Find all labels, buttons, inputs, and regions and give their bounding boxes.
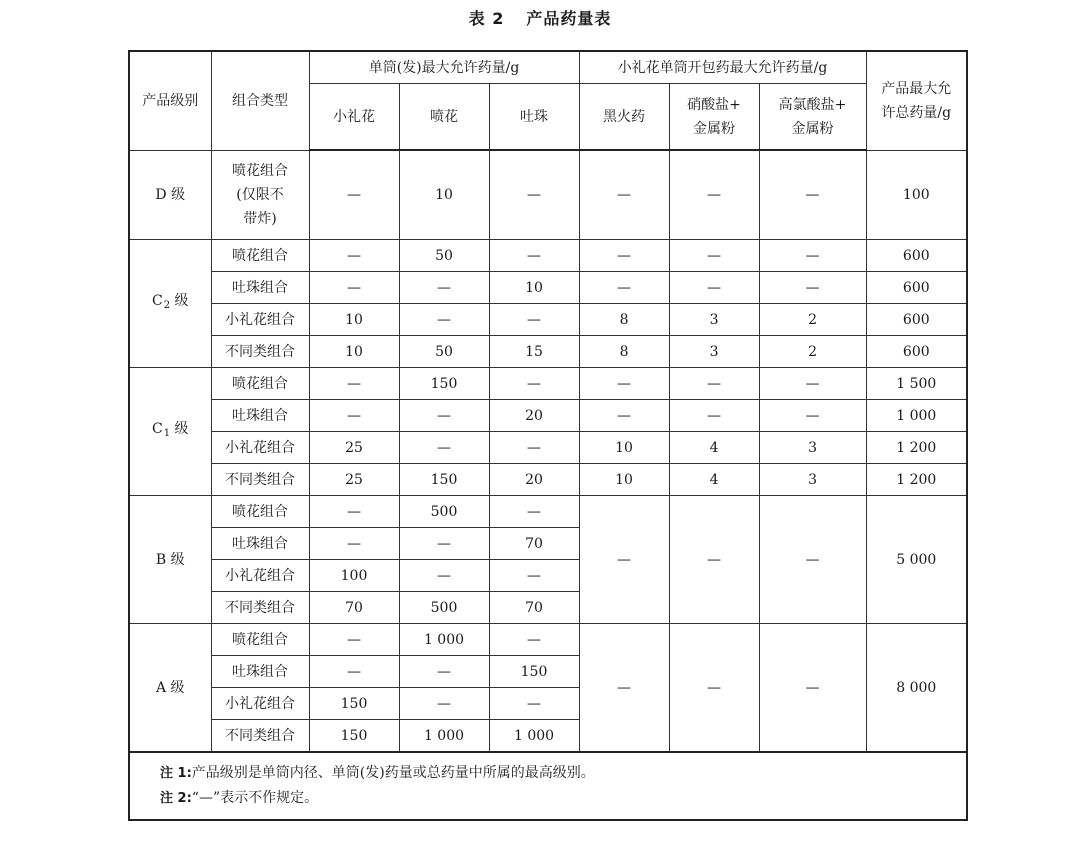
value-cell: 70 [489,592,579,624]
value-cell: 3 [669,336,759,368]
combo-cell: 喷花组合 [211,368,309,400]
value-cell: — [759,240,866,272]
value-cell: 20 [489,400,579,432]
level-cell: D 级 [129,150,211,240]
table-row [129,272,967,304]
header-xiaosuan: 硝酸盐+ 金属粉 [669,84,759,151]
value-cell: 2 [759,304,866,336]
header-tuzhu: 吐珠 [489,84,579,151]
table-row [129,304,967,336]
table-row [129,400,967,432]
value-cell: — [579,368,669,400]
combo-cell: 喷花组合 [211,240,309,272]
value-cell: — [489,432,579,464]
value-cell: 25 [309,464,399,496]
header-level: 产品级别 [129,51,211,150]
value-cell: — [309,528,399,560]
combo-cell: 吐珠组合 [211,400,309,432]
total-cell: 600 [866,272,967,304]
value-cell: — [489,688,579,720]
value-cell: — [489,368,579,400]
value-cell: 150 [489,656,579,688]
table-number: 表 2 [468,9,505,28]
value-cell: 10 [579,464,669,496]
value-cell: — [399,560,489,592]
value-cell: 1 000 [399,624,489,656]
value-cell: 10 [399,150,489,240]
value-cell: — [669,368,759,400]
value-cell: — [669,240,759,272]
combo-cell: 吐珠组合 [211,272,309,304]
value-cell: 10 [489,272,579,304]
combo-cell: 不同类组合 [211,720,309,753]
header-xiaolihua: 小礼花 [309,84,399,151]
value-cell: 2 [759,336,866,368]
combo-cell: 喷花组合 (仅限不 带炸) [211,150,309,240]
value-cell: — [489,240,579,272]
value-cell: — [399,432,489,464]
total-cell: 1 500 [866,368,967,400]
value-cell: 500 [399,592,489,624]
value-cell: — [669,400,759,432]
header-single-group: 单筒(发)最大允许药量/g [309,51,579,84]
value-cell: — [759,400,866,432]
value-cell: — [399,656,489,688]
value-cell: — [489,624,579,656]
value-cell: — [759,150,866,240]
combo-cell: 不同类组合 [211,592,309,624]
value-cell: 500 [399,496,489,528]
value-cell: 4 [669,432,759,464]
value-cell: — [489,150,579,240]
total-cell: 1 000 [866,400,967,432]
value-cell: — [309,272,399,304]
value-cell: — [489,496,579,528]
value-cell: — [309,656,399,688]
level-cell: $C_2$ 级 [129,240,211,368]
header-penhua: 喷花 [399,84,489,151]
note-1: 注 1:产品级别是单筒内径、单筒(发)药量或总药量中所属的最高级别。 [160,765,595,781]
value-cell: — [309,400,399,432]
total-cell: 1 200 [866,432,967,464]
value-cell: 4 [669,464,759,496]
value-cell: 3 [669,304,759,336]
value-cell: 10 [579,432,669,464]
value-cell: 100 [309,560,399,592]
table-row [129,150,967,240]
table-row [129,624,967,656]
value-cell: — [309,368,399,400]
value-cell: — [489,304,579,336]
value-cell: — [489,560,579,592]
combo-cell: 不同类组合 [211,336,309,368]
value-cell: — [579,240,669,272]
combo-cell: 小礼花组合 [211,304,309,336]
header-combo: 组合类型 [211,51,309,150]
value-cell: 150 [399,464,489,496]
value-cell: 150 [309,720,399,753]
value-cell: — [579,272,669,304]
notes-cell [129,752,967,820]
header-small-group: 小礼花单筒开包药最大允许药量/g [579,51,866,84]
value-cell: — [309,496,399,528]
value-cell: 1 000 [489,720,579,753]
level-cell: A 级 [129,624,211,753]
table-row [129,496,967,528]
value-cell: — [309,240,399,272]
merged-value-cell: — [669,496,759,624]
total-cell: 600 [866,304,967,336]
value-cell: — [309,624,399,656]
table-title-text: 产品药量表 [526,9,612,28]
level-cell: B 级 [129,496,211,624]
value-cell: — [399,272,489,304]
combo-cell: 喷花组合 [211,496,309,528]
value-cell: 8 [579,304,669,336]
value-cell: — [309,150,399,240]
header-gaolvsuan: 高氯酸盐+ 金属粉 [759,84,866,151]
total-cell: 5 000 [866,496,967,624]
table-row [129,336,967,368]
table-title [0,6,1080,29]
value-cell: — [399,688,489,720]
value-cell: — [579,150,669,240]
value-cell: 3 [759,432,866,464]
value-cell: 10 [309,336,399,368]
value-cell: — [579,400,669,432]
merged-value-cell: — [579,496,669,624]
value-cell: 150 [309,688,399,720]
table-row [129,368,967,400]
combo-cell: 吐珠组合 [211,528,309,560]
total-cell: 8 000 [866,624,967,753]
table-row [129,432,967,464]
value-cell: — [759,368,866,400]
note-2: 注 2:“—”表示不作规定。 [160,790,319,806]
value-cell: — [399,304,489,336]
header-row-1 [129,51,967,84]
combo-cell: 喷花组合 [211,624,309,656]
table-row [129,464,967,496]
value-cell: 1 000 [399,720,489,753]
value-cell: 20 [489,464,579,496]
total-cell: 600 [866,336,967,368]
combo-cell: 不同类组合 [211,464,309,496]
value-cell: 50 [399,336,489,368]
combo-cell: 小礼花组合 [211,688,309,720]
value-cell: 25 [309,432,399,464]
value-cell: 150 [399,368,489,400]
value-cell: 10 [309,304,399,336]
merged-value-cell: — [759,624,866,753]
header-total: 产品最大允 许总药量/g [866,51,967,150]
value-cell: — [669,150,759,240]
value-cell: 70 [489,528,579,560]
merged-value-cell: — [579,624,669,753]
value-cell: 8 [579,336,669,368]
combo-cell: 小礼花组合 [211,560,309,592]
merged-value-cell: — [759,496,866,624]
total-cell: 1 200 [866,464,967,496]
header-heihuoyao: 黑火药 [579,84,669,151]
merged-value-cell: — [669,624,759,753]
value-cell: 3 [759,464,866,496]
total-cell: 600 [866,240,967,272]
combo-cell: 小礼花组合 [211,432,309,464]
combo-cell: 吐珠组合 [211,656,309,688]
value-cell: — [399,400,489,432]
propellant-table [128,50,968,821]
value-cell: 15 [489,336,579,368]
value-cell: — [759,272,866,304]
value-cell: — [669,272,759,304]
notes-row [129,752,967,820]
table-row [129,240,967,272]
value-cell: — [399,528,489,560]
total-cell: 100 [866,150,967,240]
value-cell: 70 [309,592,399,624]
level-cell: $C_1$ 级 [129,368,211,496]
value-cell: 50 [399,240,489,272]
